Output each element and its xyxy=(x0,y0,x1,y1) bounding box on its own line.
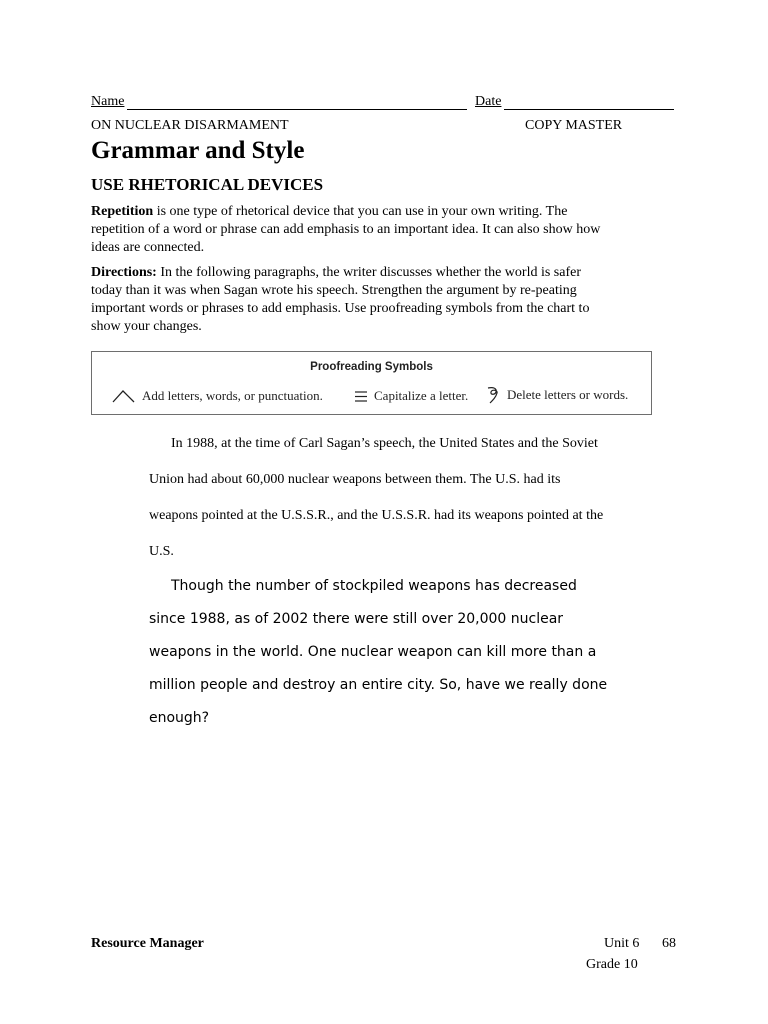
proof-item-capitalize-label: Capitalize a letter. xyxy=(374,388,469,403)
name-field-line[interactable] xyxy=(127,109,467,110)
footer-grade: Grade 10 xyxy=(586,957,638,972)
intro-text: is one type of rhetorical device that you can use in your own writing. The repetition of a word or phrase can add emphasis to an important idea. It can also show how ideas are connected. xyxy=(91,204,601,255)
section-heading: USE RHETORICAL DEVICES xyxy=(91,175,324,194)
proof-item-insert-label: Add letters, words, or punctuation. xyxy=(142,388,323,403)
proofreading-chart-title: Proofreading Symbols xyxy=(310,361,433,373)
footer-unit: Unit 6 xyxy=(604,936,640,951)
directions-paragraph xyxy=(91,264,611,336)
footer-resource-manager: Resource Manager xyxy=(91,936,204,951)
caret-insert-icon xyxy=(112,388,136,404)
delete-mark-icon xyxy=(487,385,501,405)
date-label: Date xyxy=(475,94,502,109)
passage-paragraph-1-text: In 1988, at the time of Carl Sagan’s speech, the United States and the Soviet Union had about 60,000 nuclear weapons between them. The U.S. had its weapons pointed at the U.S.S.R., and the U.S.S.R. had its weapons pointed at the U.S. xyxy=(149,436,604,559)
footer-page-number: 68 xyxy=(662,936,676,951)
triple-underline-icon xyxy=(354,388,368,404)
proof-item-delete xyxy=(487,385,628,405)
intro-paragraph xyxy=(91,203,611,257)
directions-label: Directions: xyxy=(91,265,157,280)
name-date-row xyxy=(91,94,674,114)
passage-paragraph-2 xyxy=(149,570,609,735)
name-label: Name xyxy=(91,94,125,109)
selection-title: ON NUCLEAR DISARMAMENT xyxy=(91,118,289,133)
proof-item-capitalize xyxy=(354,388,468,404)
passage-paragraph-1 xyxy=(149,426,609,570)
directions-text: In the following paragraphs, the writer discusses whether the world is safer today than it was when Sagan wrote his speech. Strengthen the argument by re-peating important words or phrases to add emphasis. Use proofreading symbols from the chart to show your changes. xyxy=(91,265,590,334)
page-title: Grammar and Style xyxy=(91,137,305,164)
proofreading-symbols-chart xyxy=(91,351,652,415)
passage-paragraph-2-text: Though the number of stockpiled weapons has decreased since 1988, as of 2002 there were still over 20,000 nuclear weapons in the world. One nuclear weapon can kill more than a million people and destroy an entire city. So, have we really done enough? xyxy=(149,578,608,726)
proof-item-insert xyxy=(112,388,323,404)
proof-item-delete-label: Delete letters or words. xyxy=(507,387,629,402)
date-field-line[interactable] xyxy=(504,109,674,110)
copy-master-label: COPY MASTER xyxy=(525,118,623,133)
intro-term: Repetition xyxy=(91,204,154,219)
